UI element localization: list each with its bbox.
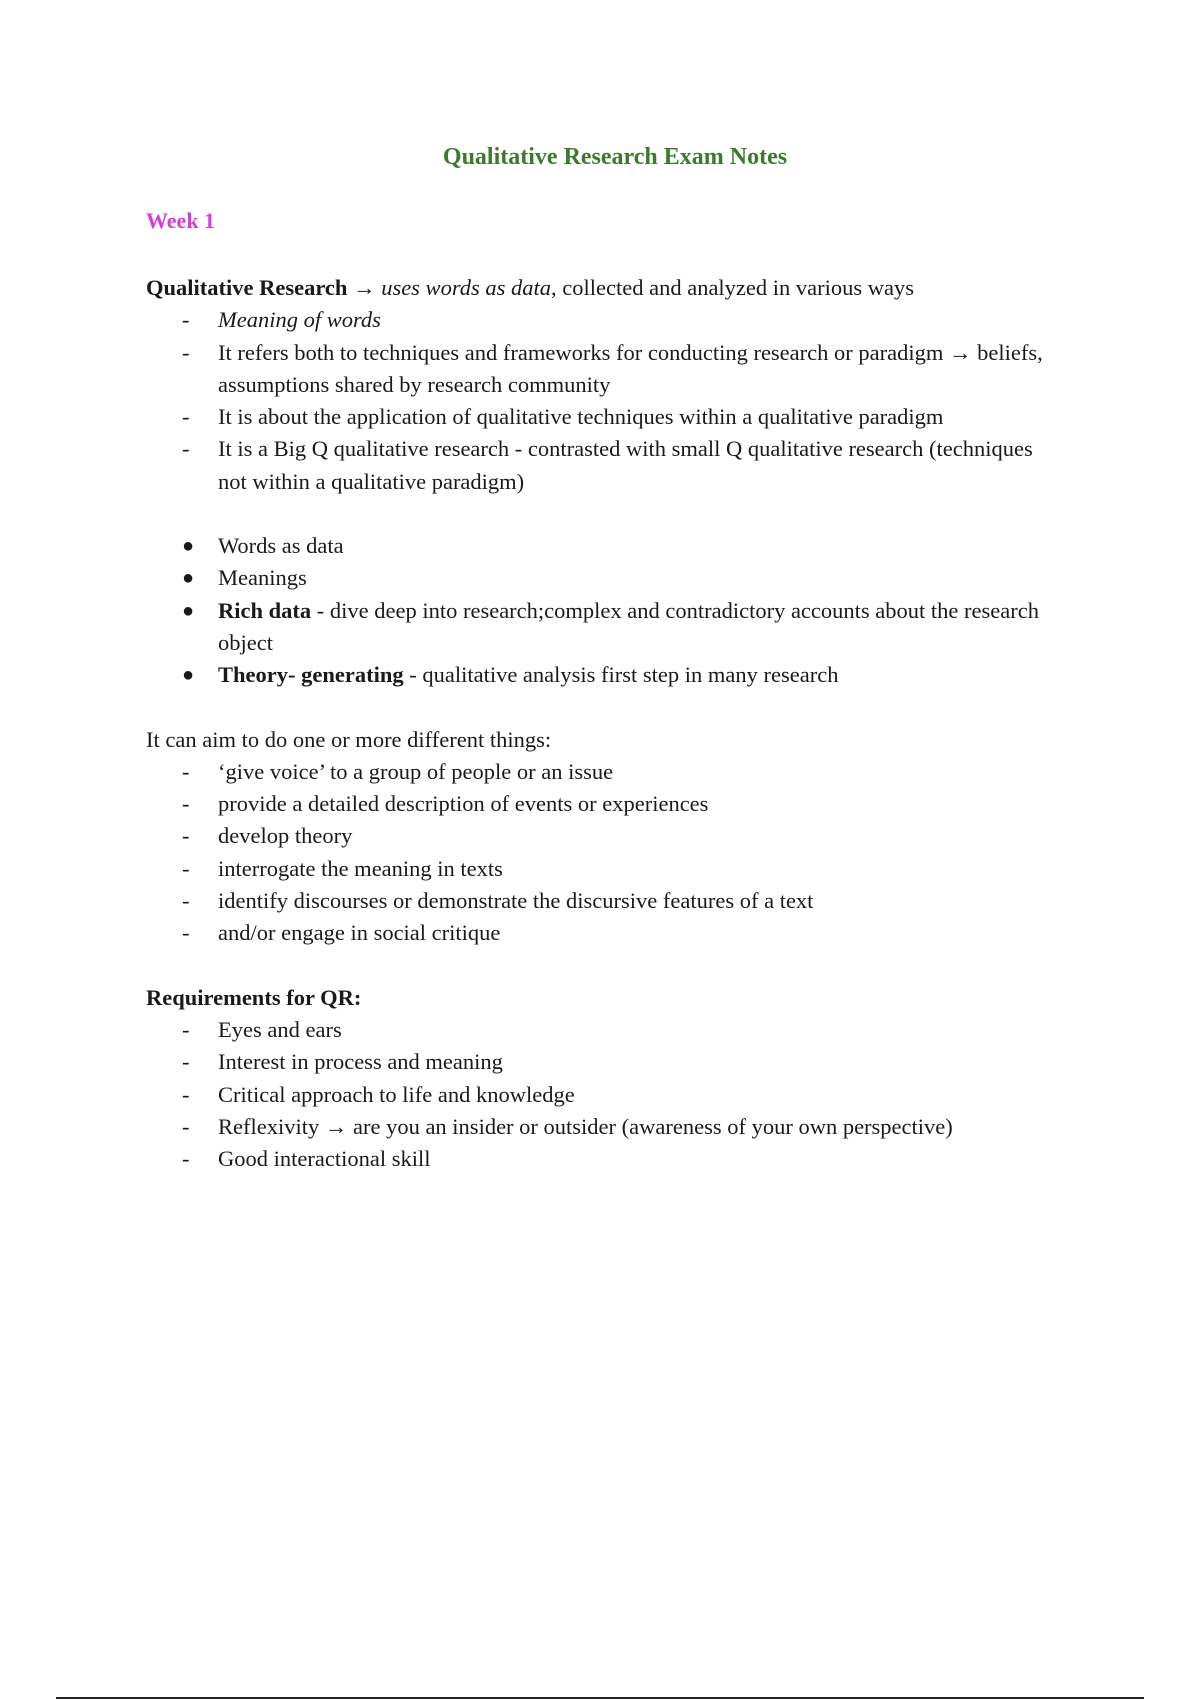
bullet-marker: ● xyxy=(182,535,195,558)
list-item xyxy=(146,304,1046,336)
list-item-text: identify discourses or demonstrate the discursive features of a text xyxy=(218,888,814,914)
list-item-term: Theory- generating xyxy=(218,662,404,688)
list-item-term: Rich data xyxy=(218,597,312,623)
page-bottom-rule xyxy=(56,1697,1144,1699)
dash-marker: - xyxy=(182,1049,190,1075)
list-item xyxy=(146,562,1046,594)
aims-list xyxy=(146,756,1046,950)
list-item xyxy=(146,401,1046,433)
requirements-heading: Requirements for QR: xyxy=(146,984,362,1010)
list-item-text: provide a detailed description of events or experiences xyxy=(218,791,709,817)
dash-marker: - xyxy=(182,1113,190,1139)
week-heading: Week 1 xyxy=(146,208,216,233)
dash-marker: - xyxy=(182,920,190,946)
list-item-text: - dive deep into research;complex and contradictory accounts about the research object xyxy=(218,597,1039,655)
features-list xyxy=(146,530,1046,691)
list-item-text: Critical approach to life and knowledge xyxy=(218,1081,575,1107)
list-item-text: Words as data xyxy=(218,533,344,559)
list-item xyxy=(146,1111,1046,1143)
intro-arrow: → xyxy=(347,275,382,300)
list-item xyxy=(146,917,1046,949)
list-item xyxy=(146,433,1046,498)
dash-marker: - xyxy=(182,791,190,817)
list-item xyxy=(146,756,1046,788)
list-item xyxy=(146,659,1046,691)
document-title: Qualitative Research Exam Notes xyxy=(442,144,788,170)
list-item-text: It is a Big Q qualitative research - contrasted with small Q qualitative research (techniques not within a qualitative paradigm) xyxy=(218,436,1033,494)
list-item-text: It is about the application of qualitative techniques within a qualitative paradigm xyxy=(218,404,944,430)
dash-marker: - xyxy=(182,855,190,881)
list-item-text: ‘give voice’ to a group of people or an issue xyxy=(218,758,614,784)
list-item xyxy=(146,1143,1046,1175)
list-item xyxy=(146,1046,1046,1078)
list-item xyxy=(146,788,1046,820)
list-item xyxy=(146,530,1046,562)
list-item-text: interrogate the meaning in texts xyxy=(218,855,503,881)
dash-marker: - xyxy=(182,1146,190,1172)
dash-marker: - xyxy=(182,307,190,333)
list-item-text: - qualitative analysis first step in many research xyxy=(403,662,839,688)
dash-marker: - xyxy=(182,436,190,462)
intro-rest: , collected and analyzed in various ways xyxy=(551,275,915,300)
list-item-text: Eyes and ears xyxy=(218,1016,342,1042)
list-item xyxy=(146,853,1046,885)
dash-marker: - xyxy=(182,1081,190,1107)
notes-body xyxy=(146,272,1046,1175)
list-item xyxy=(146,885,1046,917)
list-item xyxy=(146,595,1046,660)
aims-heading: It can aim to do one or more different things: xyxy=(146,726,552,752)
intro-paragraph xyxy=(146,272,1046,304)
list-item-text: and/or engage in social critique xyxy=(218,920,501,946)
dash-marker: - xyxy=(182,1016,190,1042)
intro-italic: uses words as data xyxy=(381,275,552,300)
list-item-text: develop theory xyxy=(218,823,353,849)
bullet-marker: ● xyxy=(182,664,195,687)
dash-marker: - xyxy=(182,888,190,914)
list-item-text: Meanings xyxy=(218,565,307,591)
requirements-list xyxy=(146,1014,1046,1175)
list-item xyxy=(146,820,1046,852)
bullet-marker: ● xyxy=(182,567,195,590)
bullet-marker: ● xyxy=(182,599,195,622)
list-item-text: Reflexivity → are you an insider or outsider (awareness of your own perspective) xyxy=(218,1113,953,1139)
dash-marker: - xyxy=(182,758,190,784)
list-item xyxy=(146,1014,1046,1046)
list-item xyxy=(146,1079,1046,1111)
list-item-text: Meaning of words xyxy=(218,307,381,333)
dash-marker: - xyxy=(182,339,190,365)
intro-term: Qualitative Research xyxy=(146,275,348,300)
list-item-text: Good interactional skill xyxy=(218,1146,431,1172)
intro-points-list xyxy=(146,304,1046,498)
list-item xyxy=(146,337,1046,402)
list-item-text: It refers both to techniques and frameworks for conducting research or paradigm → beliefs, assumptions shared by research community xyxy=(218,339,1043,397)
list-item-text: Interest in process and meaning xyxy=(218,1049,503,1075)
dash-marker: - xyxy=(182,823,190,849)
dash-marker: - xyxy=(182,404,190,430)
